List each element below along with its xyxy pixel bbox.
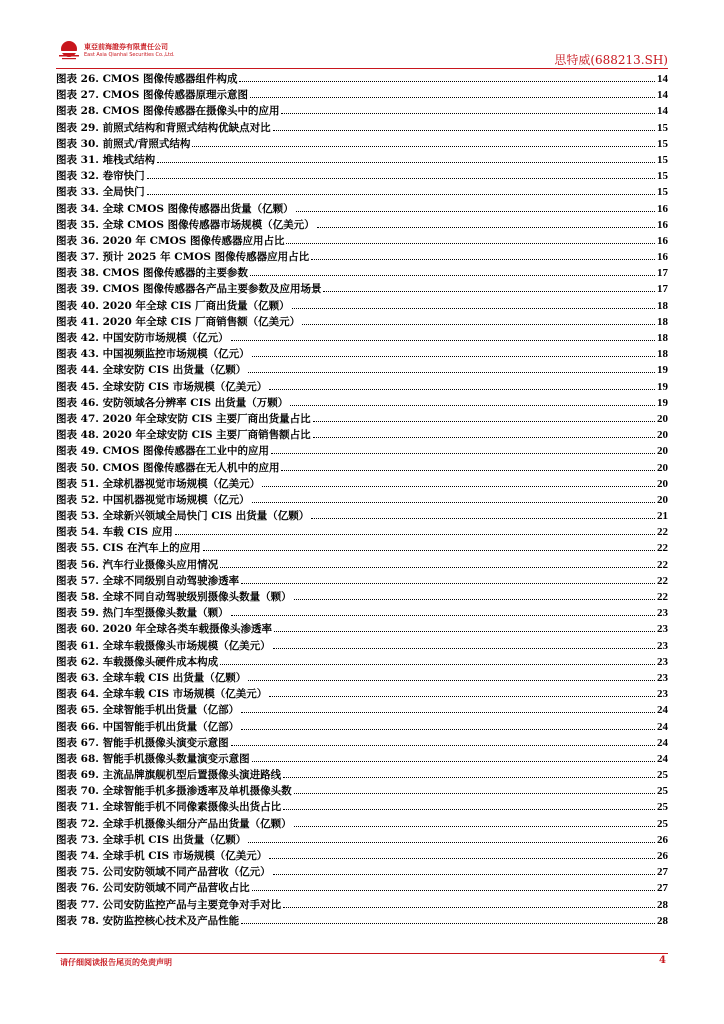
toc-dot-leader [286,243,655,244]
toc-entry[interactable] [56,573,668,589]
toc-entry-label: 图表 33. 全局快门 [56,186,145,199]
toc-entry[interactable] [56,735,668,751]
toc-entry-label: 图表 30. 前照式/背照式结构 [56,137,191,150]
toc-entry-page: 18 [657,348,668,361]
toc-dot-leader [250,275,655,276]
toc-entry-page: 20 [657,493,668,506]
toc-dot-leader [231,615,655,616]
toc-entry-page: 18 [657,299,668,312]
toc-entry-page: 21 [657,510,668,523]
toc-entry[interactable] [56,799,668,815]
toc-entry-page: 15 [657,186,668,199]
toc-entry[interactable] [56,880,668,896]
toc-entry[interactable] [56,654,668,670]
toc-entry-label: 图表 74. 全球手机 CIS 市场规模（亿美元） [56,850,268,862]
toc-entry-label: 图表 49. CMOS 图像传感器在工业中的应用 [56,445,269,458]
toc-entry-label: 图表 36. 2020 年 CMOS 图像传感器应用占比 [56,234,285,247]
toc-dot-leader [292,308,655,309]
toc-entry-label: 图表 42. 中国安防市场规模（亿元） [56,332,229,344]
toc-entry[interactable] [56,427,668,443]
toc-dot-leader [252,502,655,503]
toc-entry-page: 28 [657,898,668,911]
toc-entry-label: 图表 62. 车载摄像头硬件成本构成 [56,655,219,668]
toc-dot-leader [294,793,655,794]
toc-dot-leader [220,664,655,665]
toc-entry[interactable] [56,864,668,880]
toc-dot-leader [147,178,655,179]
toc-entry[interactable] [56,540,668,556]
footer-divider [56,953,668,954]
toc-entry-label: 图表 26. CMOS 图像传感器组件构成 [56,73,238,85]
toc-dot-leader [252,356,655,357]
toc-entry[interactable] [56,476,668,492]
toc-entry[interactable] [56,767,668,783]
toc-entry[interactable] [56,184,668,200]
toc-dot-leader [281,113,655,114]
toc-entry-page: 22 [657,542,668,555]
toc-entry-label: 图表 57. 全球不同级别自动驾驶渗透率 [56,574,240,587]
toc-entry-page: 25 [657,785,668,798]
toc-entry-page: 19 [657,364,668,377]
toc-dot-leader [283,809,655,810]
toc-entry-label: 图表 77. 公司安防监控产品与主要竞争对手对比 [56,898,282,911]
toc-entry-label: 图表 67. 智能手机摄像头演变示意图 [56,736,229,749]
toc-dot-leader [192,146,655,147]
company-name-cn: 東亞前海證券有限責任公司 [84,43,168,51]
toc-entry-page: 23 [657,655,668,668]
toc-dot-leader [296,211,655,212]
figure-index-list [56,71,668,929]
toc-dot-leader [311,518,655,519]
toc-entry-page: 26 [657,850,668,862]
toc-entry[interactable] [56,233,668,249]
disclaimer-note: 请仔细阅读报告尾页的免责声明 [60,957,172,967]
toc-entry-label: 图表 73. 全球手机 CIS 出货量（亿颗） [56,833,247,846]
toc-entry-label: 图表 48. 2020 年全球安防 CIS 主要厂商销售额占比 [56,429,311,442]
toc-entry-page: 25 [657,817,668,830]
toc-dot-leader [241,583,655,584]
toc-entry[interactable] [56,751,668,767]
toc-dot-leader [252,761,655,762]
toc-entry-page: 23 [657,688,668,701]
toc-dot-leader [231,340,655,341]
company-logo-icon [56,38,82,64]
toc-entry[interactable] [56,411,668,427]
toc-entry-page: 24 [657,720,668,733]
toc-entry-label: 图表 60. 2020 年全球各类车载摄像头渗透率 [56,623,272,636]
toc-dot-leader [241,923,655,924]
toc-entry[interactable] [56,379,668,395]
toc-entry-label: 图表 47. 2020 年全球安防 CIS 主要厂商出货量占比 [56,412,311,425]
toc-dot-leader [220,567,655,568]
page-header [56,38,668,66]
toc-entry[interactable] [56,136,668,152]
toc-entry-page: 24 [657,752,668,765]
toc-dot-leader [313,437,655,438]
toc-entry[interactable] [56,249,668,265]
toc-dot-leader [269,858,655,859]
toc-dot-leader [157,162,655,163]
toc-entry-label: 图表 45. 全球安防 CIS 市场规模（亿美元） [56,380,268,393]
toc-dot-leader [250,97,655,98]
toc-entry-label: 图表 51. 全球机器视觉市场规模（亿美元） [56,477,261,490]
toc-entry-label: 图表 28. CMOS 图像传感器在摄像头中的应用 [56,105,280,118]
toc-entry-page: 23 [657,623,668,636]
toc-dot-leader [262,486,655,487]
toc-entry[interactable] [56,443,668,459]
page-number: 4 [659,955,666,966]
toc-dot-leader [311,259,655,260]
toc-entry[interactable] [56,508,668,524]
toc-entry[interactable] [56,298,668,314]
toc-entry-page: 20 [657,412,668,425]
toc-dot-leader [231,745,655,746]
toc-entry[interactable] [56,71,668,87]
toc-dot-leader [283,907,655,908]
toc-entry-label: 图表 43. 中国视频监控市场规模（亿元） [56,348,250,361]
toc-entry[interactable] [56,281,668,297]
toc-entry-label: 图表 40. 2020 年全球 CIS 厂商出货量（亿颗） [56,299,290,312]
toc-entry-label: 图表 38. CMOS 图像传感器的主要参数 [56,267,248,280]
toc-entry-label: 图表 46. 安防领域各分辨率 CIS 出货量（万颗） [56,396,289,409]
toc-entry[interactable] [56,783,668,799]
toc-entry-label: 图表 72. 全球手机摄像头细分产品出货量（亿颗） [56,817,292,830]
toc-entry-label: 图表 78. 安防监控核心技术及产品性能 [56,914,240,927]
toc-entry[interactable] [56,670,668,686]
toc-dot-leader [241,729,655,730]
toc-entry-page: 15 [657,137,668,150]
toc-dot-leader [273,648,655,649]
toc-entry-label: 图表 37. 预计 2025 年 CMOS 图像传感器应用占比 [56,251,310,264]
toc-entry[interactable] [56,638,668,654]
toc-entry-page: 17 [657,267,668,280]
toc-entry-page: 19 [657,396,668,409]
toc-entry[interactable] [56,460,668,476]
toc-dot-leader [147,194,655,195]
toc-entry[interactable] [56,897,668,913]
toc-entry-label: 图表 31. 堆栈式结构 [56,153,156,166]
toc-entry[interactable] [56,103,668,119]
toc-entry[interactable] [56,152,668,168]
toc-entry-page: 15 [657,153,668,166]
toc-entry-label: 图表 61. 全球车载摄像头市场规模（亿美元） [56,639,271,652]
toc-dot-leader [294,599,655,600]
toc-entry[interactable] [56,217,668,233]
toc-entry-page: 25 [657,801,668,814]
toc-entry-page: 23 [657,639,668,652]
toc-entry-page: 14 [657,89,668,102]
toc-dot-leader [313,421,655,422]
toc-entry-label: 图表 56. 汽车行业摄像头应用情况 [56,558,219,571]
toc-entry-page: 16 [657,234,668,247]
toc-entry-page: 20 [657,477,668,490]
toc-entry-label: 图表 29. 前照式结构和背照式结构优缺点对比 [56,121,271,134]
toc-entry-page: 22 [657,526,668,539]
toc-entry-label: 图表 27. CMOS 图像传感器原理示意图 [56,89,248,102]
toc-dot-leader [273,130,655,131]
toc-entry-page: 27 [657,866,668,879]
toc-entry-label: 图表 63. 全球车载 CIS 出货量（亿颗） [56,671,247,684]
toc-dot-leader [269,696,655,697]
toc-entry-page: 24 [657,736,668,749]
toc-entry-label: 图表 66. 中国智能手机出货量（亿部） [56,720,240,733]
toc-entry-label: 图表 44. 全球安防 CIS 出货量（亿颗） [56,364,247,377]
company-name-en: East Asia Qianhai Securities Co.,Ltd. [84,52,175,58]
toc-dot-leader [248,842,655,843]
toc-entry-label: 图表 35. 全球 CMOS 图像传感器市场规模（亿美元） [56,218,315,231]
toc-dot-leader [273,874,655,875]
toc-entry[interactable] [56,848,668,864]
toc-dot-leader [317,227,655,228]
toc-entry-label: 图表 50. CMOS 图像传感器在无人机中的应用 [56,461,280,474]
toc-entry[interactable] [56,492,668,508]
toc-entry-label: 图表 70. 全球智能手机多摄渗透率及单机摄像头数 [56,785,292,798]
toc-entry-page: 14 [657,73,668,85]
toc-entry-page: 20 [657,429,668,442]
toc-entry-page: 25 [657,769,668,782]
toc-entry-label: 图表 54. 车载 CIS 应用 [56,526,173,539]
toc-dot-leader [283,777,655,778]
toc-entry[interactable] [56,265,668,281]
toc-entry[interactable] [56,621,668,637]
toc-entry[interactable] [56,330,668,346]
toc-dot-leader [281,470,655,471]
toc-dot-leader [252,890,655,891]
toc-entry[interactable] [56,362,668,378]
toc-entry[interactable] [56,605,668,621]
toc-entry[interactable] [56,832,668,848]
toc-entry[interactable] [56,314,668,330]
toc-entry-label: 图表 34. 全球 CMOS 图像传感器出货量（亿颗） [56,202,294,215]
toc-entry[interactable] [56,201,668,217]
toc-entry-label: 图表 53. 全球新兴领域全局快门 CIS 出货量（亿颗） [56,510,310,523]
toc-entry[interactable] [56,168,668,184]
toc-entry-label: 图表 39. CMOS 图像传感器各产品主要参数及应用场景 [56,283,322,296]
toc-entry-page: 16 [657,202,668,215]
toc-entry[interactable] [56,395,668,411]
toc-dot-leader [239,81,655,82]
toc-entry-label: 图表 76. 公司安防领域不同产品营收占比 [56,882,250,895]
toc-entry-page: 22 [657,574,668,587]
toc-entry[interactable] [56,913,668,929]
toc-dot-leader [271,453,655,454]
header-divider [56,68,668,69]
toc-entry-page: 26 [657,833,668,846]
toc-dot-leader [203,550,655,551]
toc-entry-label: 图表 52. 中国机器视觉市场规模（亿元） [56,493,250,506]
toc-entry-label: 图表 69. 主流品牌旗舰机型后置摄像头演进路线 [56,769,282,782]
toc-dot-leader [290,405,655,406]
toc-entry-label: 图表 41. 2020 年全球 CIS 厂商销售额（亿美元） [56,315,301,328]
toc-entry-page: 14 [657,105,668,118]
toc-entry-label: 图表 71. 全球智能手机不同像素摄像头出货占比 [56,801,282,814]
toc-entry[interactable] [56,346,668,362]
toc-entry-label: 图表 32. 卷帘快门 [56,170,145,183]
toc-entry-page: 15 [657,170,668,183]
toc-entry[interactable] [56,702,668,718]
toc-entry-page: 22 [657,558,668,571]
toc-entry[interactable] [56,87,668,103]
toc-entry-label: 图表 64. 全球车载 CIS 市场规模（亿美元） [56,688,268,701]
toc-dot-leader [269,389,655,390]
toc-entry-page: 22 [657,591,668,603]
toc-entry-page: 16 [657,251,668,264]
toc-entry-page: 18 [657,315,668,328]
toc-entry[interactable] [56,120,668,136]
toc-entry-label: 图表 58. 全球不同自动驾驶级别摄像头数量（颗） [56,591,292,603]
toc-entry-page: 16 [657,218,668,231]
toc-entry[interactable] [56,686,668,702]
toc-dot-leader [294,826,655,827]
toc-entry-label: 图表 55. CIS 在汽车上的应用 [56,542,201,555]
toc-entry-page: 17 [657,283,668,296]
toc-entry-page: 27 [657,882,668,895]
toc-entry-page: 28 [657,914,668,927]
toc-entry-page: 18 [657,332,668,344]
toc-entry-label: 图表 59. 热门车型摄像头数量（颗） [56,607,229,620]
toc-dot-leader [302,324,655,325]
toc-entry-page: 15 [657,121,668,134]
toc-dot-leader [241,712,655,713]
toc-entry-page: 20 [657,445,668,458]
toc-dot-leader [274,631,655,632]
toc-entry[interactable] [56,719,668,735]
toc-entry-page: 20 [657,461,668,474]
stock-title: 思特威(688213.SH) [554,53,668,67]
toc-dot-leader [248,680,655,681]
toc-dot-leader [175,534,655,535]
toc-entry-page: 23 [657,607,668,620]
toc-entry-label: 图表 65. 全球智能手机出货量（亿部） [56,704,240,717]
toc-entry-label: 图表 75. 公司安防领域不同产品营收（亿元） [56,866,271,879]
toc-dot-leader [248,372,655,373]
toc-entry-page: 23 [657,671,668,684]
toc-entry[interactable] [56,816,668,832]
toc-entry-page: 19 [657,380,668,393]
toc-dot-leader [323,291,655,292]
toc-entry[interactable] [56,589,668,605]
toc-entry[interactable] [56,524,668,540]
toc-entry[interactable] [56,557,668,573]
toc-entry-label: 图表 68. 智能手机摄像头数量演变示意图 [56,752,250,765]
toc-entry-page: 24 [657,704,668,717]
